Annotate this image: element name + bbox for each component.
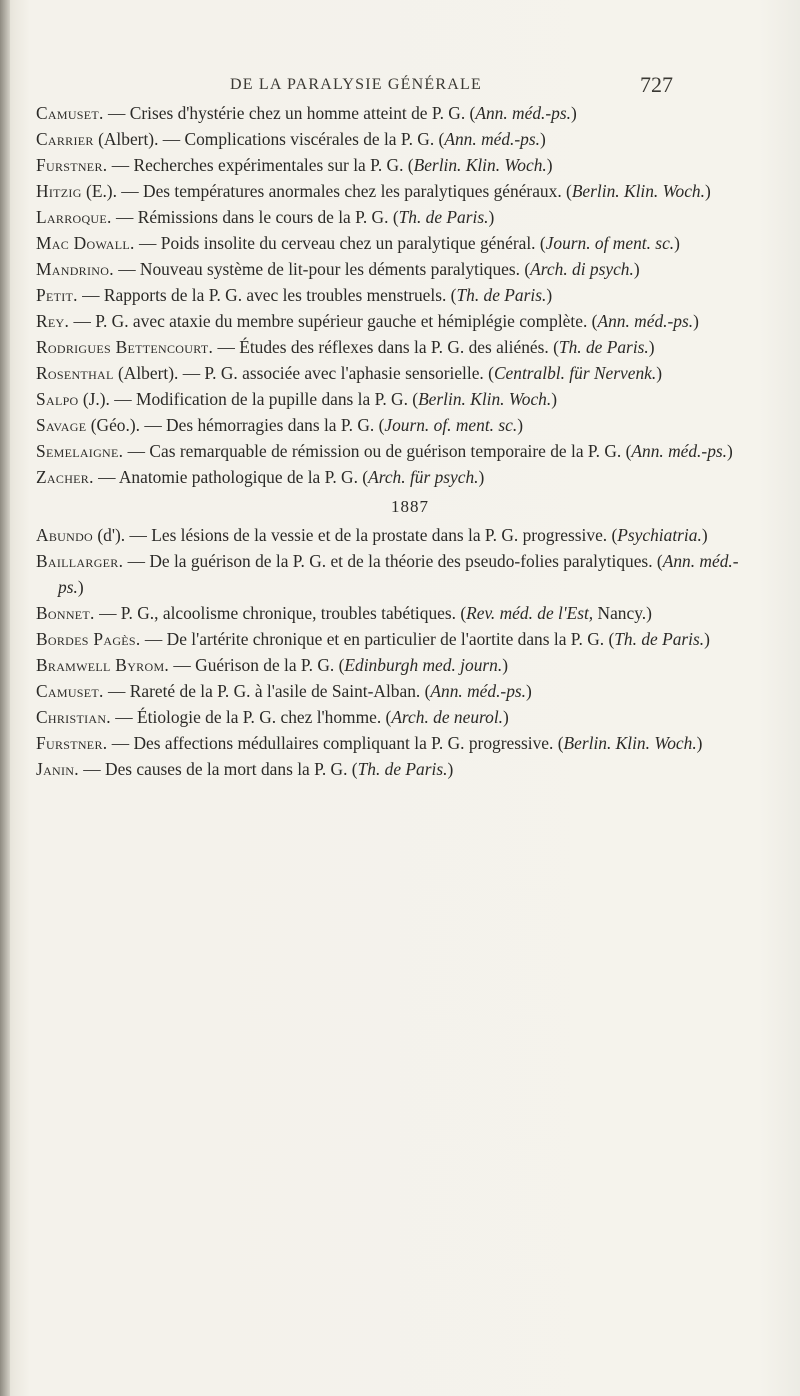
- entry-close: ): [447, 759, 454, 779]
- bibliography-entry: [36, 522, 744, 548]
- entry-text: — Rémissions dans le cours de la P. G. (: [111, 207, 399, 227]
- entry-text: (J.). — Modification de la pupille dans la P. G. (: [78, 389, 419, 409]
- entry-source: Th. de Paris.: [558, 337, 649, 357]
- entry-author: Camuset.: [36, 681, 104, 701]
- entry-close: ): [648, 337, 655, 357]
- entry-close: ): [674, 233, 680, 253]
- bibliography-entry: [36, 548, 744, 600]
- entry-text: — De l'artérite chronique et en particulier de l'aortite dans la P. G. (: [140, 629, 615, 649]
- entry-text: — Anatomie pathologique de la P. G. (: [93, 467, 369, 487]
- entry-source: Edinburgh med. journ.: [344, 655, 503, 675]
- entry-author: Carrier: [36, 129, 94, 149]
- entry-close: ): [727, 441, 733, 461]
- entry-text: — Cas remarquable de rémission ou de guérison temporaire de la P. G. (: [123, 441, 632, 461]
- entry-close: ): [656, 363, 663, 383]
- entry-close: ): [503, 707, 509, 727]
- page-number: 727: [640, 72, 673, 97]
- bibliography-entry: [36, 464, 744, 490]
- entry-source: Ann. méd.-ps.: [597, 311, 694, 331]
- bibliography-list: [36, 100, 744, 782]
- entry-close: ): [526, 681, 532, 701]
- bibliography-entry: [36, 730, 744, 756]
- entries-group-1887: [36, 522, 744, 782]
- entry-text: (E.). — Des températures anormales chez les paralytiques généraux. (: [81, 181, 572, 201]
- entry-text: (Géo.). — Des hémorragies dans la P. G. (: [86, 415, 385, 435]
- entry-author: Bordes Pagès.: [36, 629, 141, 649]
- entry-close: ): [701, 525, 708, 545]
- entry-text: — Poids insolite du cerveau chez un paralytique général. (: [134, 233, 546, 253]
- entry-source: Berlin. Klin. Woch.: [563, 733, 697, 753]
- page-header: [0, 70, 800, 100]
- entry-close: ): [517, 415, 523, 435]
- entry-close: ): [696, 733, 703, 753]
- entry-close: ): [546, 155, 553, 175]
- entry-text: — Rareté de la P. G. à l'asile de Saint-Alban. (: [103, 681, 431, 701]
- entry-close: ): [704, 181, 711, 201]
- entry-source: Ann. méd.-ps.: [430, 681, 527, 701]
- year-heading: 1887: [391, 497, 429, 516]
- entry-text: — Nouveau système de lit-pour les déments paralytiques. (: [113, 259, 531, 279]
- entry-close: ): [502, 655, 509, 675]
- entry-text: — Des causes de la mort dans la P. G. (: [78, 759, 358, 779]
- entry-author: Rey.: [36, 311, 70, 331]
- bibliography-entry: [36, 230, 744, 256]
- bibliography-entry: [36, 756, 744, 782]
- entry-author: Bonnet.: [36, 603, 95, 623]
- entry-source: Ann. méd.-ps.: [58, 551, 739, 597]
- entry-close: ): [633, 259, 640, 279]
- entry-author: Furstner.: [36, 155, 108, 175]
- entry-close: ): [704, 629, 710, 649]
- entry-source: Berlin. Klin. Woch.: [413, 155, 547, 175]
- entry-author: Baillarger.: [36, 551, 124, 571]
- entry-text: — Recherches expérimentales sur la P. G. (: [107, 155, 414, 175]
- entry-author: Zacher.: [36, 467, 94, 487]
- entry-author: Furstner.: [36, 733, 108, 753]
- entry-text: (d'). — Les lésions de la vessie et de la prostate dans la P. G. progressive. (: [93, 525, 618, 545]
- entry-author: Bramwell Byrom.: [36, 655, 170, 675]
- entry-close: ): [546, 285, 553, 305]
- entry-source: Th. de Paris.: [456, 285, 547, 305]
- bibliography-entry: [36, 678, 744, 704]
- entry-close: ): [570, 103, 577, 123]
- entry-source: Th. de Paris.: [357, 759, 448, 779]
- entry-author: Semelaigne.: [36, 441, 124, 461]
- entry-text: — Étiologie de la P. G. chez l'homme. (: [110, 707, 392, 727]
- bibliography-entry: [36, 334, 744, 360]
- entry-source: Ann. méd.-ps.: [475, 103, 571, 123]
- bibliography-entry: [36, 412, 744, 438]
- bibliography-entry: [36, 438, 744, 464]
- entry-source: Arch. für psych.: [368, 467, 479, 487]
- entry-source: Journ. of. ment. sc.: [384, 415, 518, 435]
- entry-close: ): [77, 577, 84, 597]
- entry-source: Berlin. Klin. Woch.: [571, 181, 705, 201]
- bibliography-entry: [36, 652, 744, 678]
- entry-text: — Des affections médullaires compliquant la P. G. progressive. (: [107, 733, 564, 753]
- entry-close: Nancy.): [593, 603, 652, 623]
- entry-author: Mac Dowall.: [36, 233, 135, 253]
- entry-close: ): [693, 311, 699, 331]
- bibliography-entry: [36, 256, 744, 282]
- entries-group-1886: [36, 100, 744, 490]
- bibliography-entry: [36, 626, 744, 652]
- entry-text: (Albert). — Complications viscérales de la P. G. (: [93, 129, 445, 149]
- entry-text: — P. G. avec ataxie du membre supérieur gauche et hémiplégie complète. (: [69, 311, 598, 331]
- entry-source: Ann. méd.-ps.: [631, 441, 728, 461]
- entry-author: Rosenthal: [36, 363, 114, 383]
- entry-text: — Études des réflexes dans la P. G. des aliénés. (: [213, 337, 559, 357]
- entry-source: Centralbl. für Nervenk.: [493, 363, 657, 383]
- entry-author: Mandrino.: [36, 259, 114, 279]
- entry-text: — P. G., alcoolisme chronique, troubles tabétiques. (: [94, 603, 467, 623]
- bibliography-entry: [36, 308, 744, 334]
- bibliography-entry: [36, 704, 744, 730]
- entry-close: ): [551, 389, 558, 409]
- entry-close: ): [540, 129, 546, 149]
- entry-text: (Albert). — P. G. associée avec l'aphasie sensorielle. (: [113, 363, 494, 383]
- bibliography-entry: [36, 282, 744, 308]
- entry-author: Camuset.: [36, 103, 104, 123]
- entry-source: Journ. of ment. sc.: [545, 233, 675, 253]
- page-gutter-shadow: [0, 0, 10, 1396]
- entry-text: — Rapports de la P. G. avec les troubles menstruels. (: [77, 285, 457, 305]
- entry-text: — De la guérison de la P. G. et de la théorie des pseudo-folies paralytiques. (: [123, 551, 663, 571]
- entry-text: — Guérison de la P. G. (: [169, 655, 345, 675]
- entry-author: Christian.: [36, 707, 111, 727]
- bibliography-entry: [36, 204, 744, 230]
- entry-source: Th. de Paris.: [398, 207, 489, 227]
- entry-source: Berlin. Klin. Woch.: [418, 389, 552, 409]
- bibliography-entry: [36, 126, 744, 152]
- entry-author: Hitzig: [36, 181, 82, 201]
- entry-author: Petit.: [36, 285, 78, 305]
- entry-close: ): [478, 467, 485, 487]
- entry-source: Rev. méd. de l'Est,: [466, 603, 594, 623]
- bibliography-entry: [36, 386, 744, 412]
- entry-author: Abundo: [36, 525, 94, 545]
- entry-author: Salpo: [36, 389, 79, 409]
- bibliography-entry: [36, 152, 744, 178]
- entry-author: Larroque.: [36, 207, 112, 227]
- bibliography-entry: [36, 600, 744, 626]
- entry-author: Rodrigues Bettencourt.: [36, 337, 214, 357]
- entry-source: Arch. de neurol.: [391, 707, 504, 727]
- entry-author: Janin.: [36, 759, 79, 779]
- entry-source: Arch. di psych.: [530, 259, 634, 279]
- running-title: DE LA PARALYSIE GÉNÉRALE: [230, 76, 482, 93]
- entry-source: Ann. méd.-ps.: [444, 129, 540, 149]
- bibliography-entry: [36, 360, 744, 386]
- entry-close: ): [488, 207, 495, 227]
- entry-text: — Crises d'hystérie chez un homme atteint de P. G. (: [103, 103, 476, 123]
- entry-author: Savage: [36, 415, 87, 435]
- bibliography-entry: [36, 100, 744, 126]
- entry-source: Th. de Paris.: [614, 629, 705, 649]
- bibliography-entry: [36, 178, 744, 204]
- entry-source: Psychiatria.: [617, 525, 702, 545]
